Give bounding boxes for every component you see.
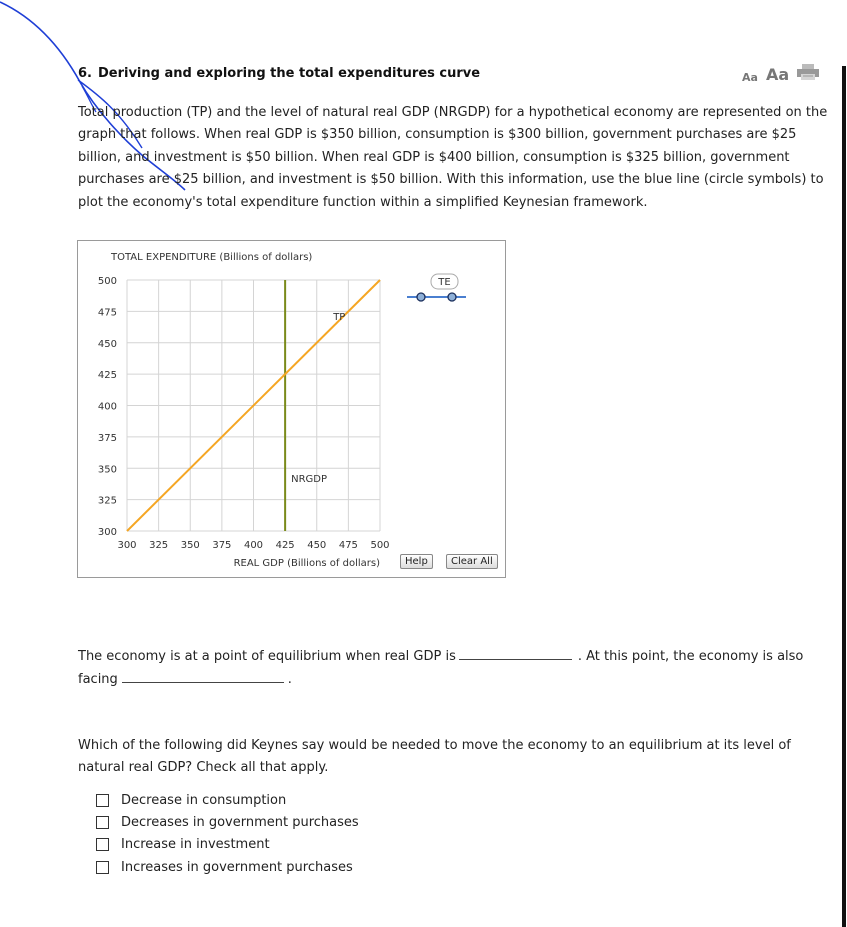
decrease-font-button[interactable]: Aa — [742, 71, 758, 84]
y-tick-label: 450 — [97, 338, 117, 350]
q1-text-3: . — [287, 672, 292, 687]
y-tick-label: 500 — [97, 276, 117, 287]
option-checkbox[interactable] — [96, 794, 109, 807]
y-tick-label: 425 — [97, 370, 117, 382]
x-tick-label: 350 — [180, 540, 200, 551]
question-number: 6. — [78, 66, 92, 81]
text-tools — [742, 64, 819, 84]
te-chart[interactable] — [78, 241, 505, 577]
option-label: Increase in investment — [121, 837, 270, 853]
option-checkbox[interactable] — [96, 816, 109, 829]
x-tick-label: 425 — [275, 540, 295, 551]
keynes-options — [96, 789, 359, 878]
option-label: Decrease in consumption — [121, 792, 287, 808]
nrgdp-label: NRGDP — [291, 473, 328, 485]
clear-all-button[interactable]: Clear All — [446, 554, 498, 569]
equilibrium-question — [78, 645, 828, 691]
option-row[interactable] — [96, 789, 359, 811]
x-tick-label: 475 — [338, 540, 358, 551]
question-title — [78, 66, 480, 81]
option-checkbox[interactable] — [96, 838, 109, 851]
q1-text-1: The economy is at a point of equilibrium when real GDP is — [78, 649, 456, 664]
graph-panel[interactable] — [77, 240, 506, 578]
gap-type-dropdown[interactable] — [122, 668, 284, 683]
keynes-question: Which of the following did Keynes say would be needed to move the economy to an equilibrium at its level of natural real GDP? Check all that apply. — [78, 738, 791, 776]
te-legend-label: TE — [438, 277, 451, 288]
q1-text-2: . At this point, the economy is also facing — [78, 649, 804, 687]
y-tick-label: 350 — [97, 464, 117, 476]
x-tick-label: 450 — [307, 540, 327, 551]
option-label: Increases in government purchases — [121, 859, 353, 875]
option-checkbox[interactable] — [96, 861, 109, 874]
x-tick-label: 400 — [243, 540, 264, 551]
te-point-handle[interactable] — [448, 293, 456, 301]
option-row[interactable] — [96, 811, 359, 833]
x-tick-label: 375 — [212, 540, 232, 551]
y-tick-label: 375 — [97, 432, 117, 444]
x-axis-title: REAL GDP (Billions of dollars) — [233, 558, 380, 569]
y-axis-title: TOTAL EXPENDITURE (Billions of dollars) — [111, 252, 313, 263]
intro-paragraph: Total production (TP) and the level of natural real GDP (NRGDP) for a hypothetical economy are represented on the graph that follows. When real GDP is $350 billion, consumption is $300 billion, government purchases are $25 billion, and investment is $50 billion. When real GDP is $400 billion, consumption is $325 billion, government purchases are $25 billion, and investment is $50 billion. With this information, use the blue line (circle symbols) to plot the economy's total expenditure function within a simplified Keynesian framework. — [78, 105, 828, 210]
y-tick-label: 400 — [97, 401, 117, 413]
y-tick-label: 325 — [97, 495, 117, 507]
te-point-handle[interactable] — [417, 293, 425, 301]
option-row[interactable] — [96, 856, 359, 878]
equilibrium-gdp-dropdown[interactable] — [459, 645, 572, 660]
question-title-text: Deriving and exploring the total expenditures curve — [97, 66, 481, 81]
option-row[interactable] — [96, 834, 359, 856]
x-tick-label: 300 — [117, 540, 137, 551]
y-tick-label: 300 — [97, 527, 117, 538]
x-tick-label: 325 — [149, 540, 169, 551]
tp-label: TP — [333, 311, 346, 323]
increase-font-button[interactable]: Aa — [765, 65, 790, 84]
x-tick-label: 500 — [370, 540, 390, 551]
y-tick-label: 475 — [97, 307, 117, 319]
help-button[interactable]: Help — [400, 554, 433, 569]
print-icon[interactable] — [797, 64, 819, 84]
option-label: Decreases in government purchases — [121, 814, 359, 830]
